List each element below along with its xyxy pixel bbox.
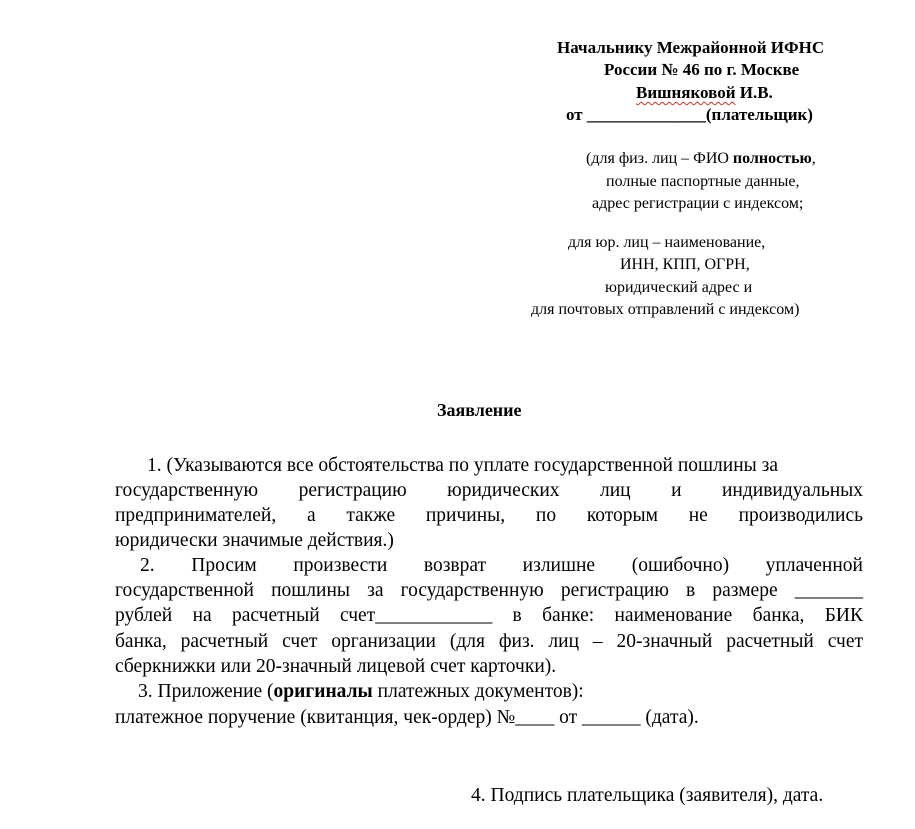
item-3-text: платежных документов): [372, 681, 584, 702]
item-1-line-2: государственную регистрацию юридических лиц и индивидуальных [115, 480, 863, 501]
item-1-line-4: юридически значимые действия.) [115, 530, 394, 551]
note-legal-line-1: для юр. лиц – наименование, [568, 234, 766, 251]
item-1-line-1: 1. (Указываются все обстоятельства по уплате государственной пошлины за [147, 455, 778, 476]
note-text: , [811, 150, 816, 167]
item-1-line-3: предпринимателей, а также причины, по которым не производились [115, 505, 863, 526]
note-individual-line-2: полные паспортные данные, [606, 173, 800, 190]
document-title: Заявление [437, 400, 522, 420]
item-3-line-1 [138, 679, 584, 704]
note-individual-line-1 [586, 150, 816, 168]
addressee-line-2: России № 46 по г. Москве [604, 60, 800, 79]
note-bold-text: полностью [732, 150, 812, 167]
item-3-bold-text: оригиналы [273, 681, 373, 702]
sender-prefix: от [566, 105, 587, 124]
item-4-signature-line: 4. Подпись плательщика (заявителя), дата. [471, 785, 824, 806]
note-text: (для физ. лиц – ФИО [586, 150, 733, 167]
item-2-line-2: государственной пошлины за государственную регистрацию в размере _______ [115, 580, 863, 601]
item-2-line-5: сберкнижки или 20-значный лицевой счет карточки). [115, 656, 557, 677]
addressee-initials: И.В. [735, 83, 773, 102]
sender-label: (плательщик) [705, 105, 813, 124]
note-legal-line-4: для почтовых отправлений с индексом) [531, 301, 800, 318]
item-3-line-2: платежное поручение (квитанция, чек-ордер) №____ от ______ (дата). [115, 707, 699, 728]
note-individual-line-3: адрес регистрации с индексом; [592, 195, 804, 212]
sender-blank: ______________ [586, 105, 706, 124]
item-2-line-3: рублей на расчетный счет____________ в банке: наименование банка, БИК [115, 605, 863, 626]
note-legal-line-3: юридический адрес и [605, 279, 753, 296]
addressee-surname: Вишняковой [636, 83, 736, 102]
addressee-line-1: Начальнику Межрайонной ИФНС [557, 38, 825, 57]
item-3-text: 3. Приложение ( [138, 681, 274, 702]
note-legal-line-2: ИНН, КПП, ОГРН, [620, 256, 750, 273]
item-2-line-1: 2. Просим произвести возврат излишне (ошибочно) уплаченной [140, 555, 863, 576]
sender-line [566, 105, 813, 125]
item-2-line-4: банка, расчетный счет организации (для физ. лиц – 20-значный расчетный счет [115, 631, 863, 652]
addressee-line-3 [636, 83, 773, 103]
